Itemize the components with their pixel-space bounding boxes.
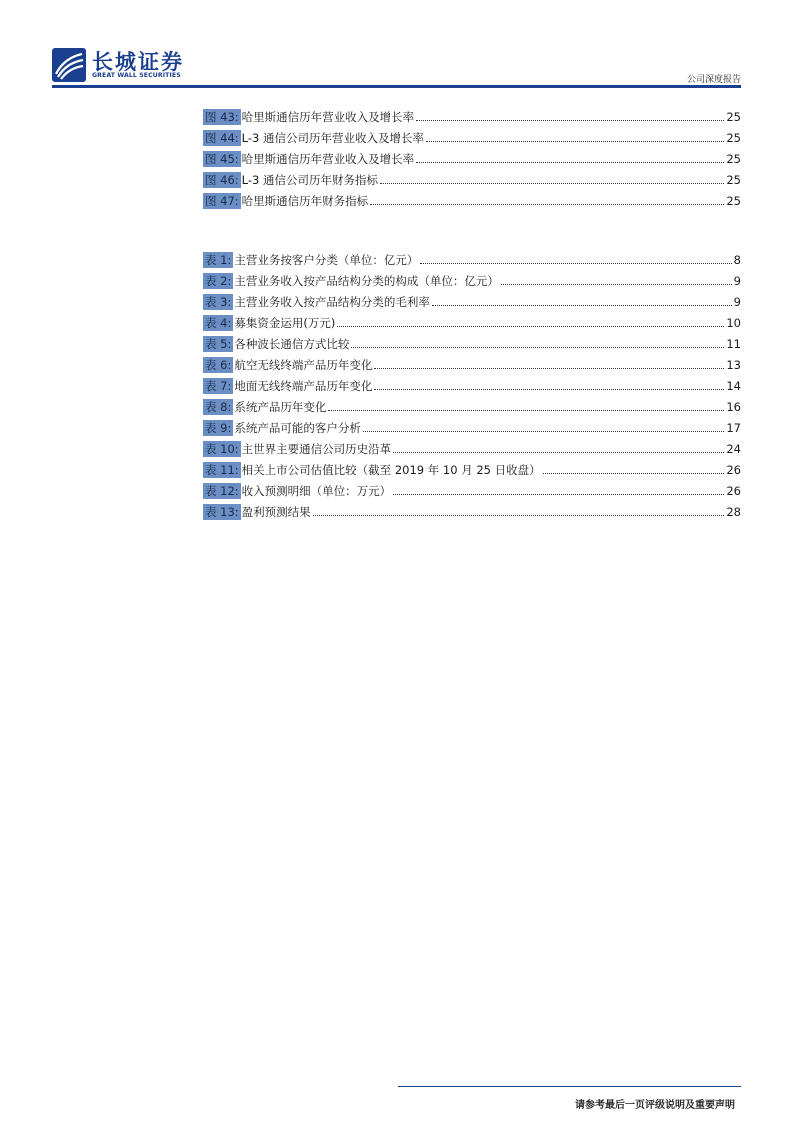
figure-title[interactable]: L-3 通信公司历年财务指标	[241, 173, 378, 187]
toc-entry-table-13[interactable]	[203, 499, 741, 520]
page-number[interactable]: 24	[726, 442, 741, 456]
table-title[interactable]: 系统产品历年变化	[234, 400, 327, 414]
table-title[interactable]: 各种波长通信方式比较	[234, 337, 350, 351]
table-number: 表 11:	[205, 463, 239, 477]
page-number[interactable]: 9	[733, 295, 741, 309]
page-number[interactable]: 26	[726, 484, 741, 498]
dot-leader	[393, 452, 724, 453]
page-number[interactable]: 17	[726, 421, 741, 435]
toc-entry-figure-46[interactable]	[203, 167, 741, 188]
table-title[interactable]: 盈利预测结果	[241, 505, 311, 519]
table-number: 表 3:	[205, 295, 232, 309]
page-number[interactable]: 11	[726, 337, 741, 351]
toc-entry-figure-44[interactable]	[203, 125, 741, 146]
page-number[interactable]: 25	[726, 194, 741, 208]
table-number: 表 12:	[205, 484, 239, 498]
table-number: 表 4:	[205, 316, 232, 330]
table-number: 表 1:	[205, 253, 232, 267]
toc-entry-table-10[interactable]	[203, 436, 741, 457]
table-title[interactable]: 系统产品可能的客户分析	[234, 421, 361, 435]
toc-entry-table-11[interactable]	[203, 457, 741, 478]
logo-chinese-name: 长城证券	[92, 50, 184, 74]
page-number[interactable]: 25	[726, 173, 741, 187]
page-number[interactable]: 25	[726, 131, 741, 145]
dot-leader	[337, 326, 724, 327]
figure-number: 图 46:	[205, 173, 239, 187]
dot-leader	[374, 389, 724, 390]
dot-leader	[374, 368, 724, 369]
dot-leader	[363, 431, 725, 432]
toc-entry-table-2[interactable]	[203, 268, 741, 289]
table-number: 表 7:	[205, 379, 232, 393]
page-number[interactable]: 28	[726, 505, 741, 519]
table-number: 表 6:	[205, 358, 232, 372]
page-number[interactable]: 25	[726, 152, 741, 166]
figure-list	[203, 104, 741, 209]
table-title[interactable]: 募集资金运用(万元)	[234, 316, 336, 330]
table-list	[203, 247, 741, 520]
page-number[interactable]: 10	[726, 316, 741, 330]
figure-title[interactable]: 哈里斯通信历年营业收入及增长率	[241, 152, 415, 166]
table-number: 表 8:	[205, 400, 232, 414]
table-title[interactable]: 主营业务收入按产品结构分类的毛利率	[234, 295, 430, 309]
dot-leader	[543, 473, 725, 474]
toc-entry-table-8[interactable]	[203, 394, 741, 415]
figure-number: 图 43:	[205, 110, 239, 124]
figure-title[interactable]: 哈里斯通信历年营业收入及增长率	[241, 110, 415, 124]
page-number[interactable]: 9	[733, 274, 741, 288]
page-number[interactable]: 26	[726, 463, 741, 477]
footer-disclaimer: 请参考最后一页评级说明及重要声明	[575, 1100, 735, 1111]
figure-number: 图 44:	[205, 131, 239, 145]
toc-entry-figure-43[interactable]	[203, 104, 741, 125]
toc-entry-table-1[interactable]	[203, 247, 741, 268]
page-number[interactable]: 14	[726, 379, 741, 393]
toc-entry-figure-47[interactable]	[203, 188, 741, 209]
table-number: 表 10:	[205, 442, 239, 456]
table-title[interactable]: 地面无线终端产品历年变化	[234, 379, 373, 393]
toc-entry-table-4[interactable]	[203, 310, 741, 331]
figure-title[interactable]: L-3 通信公司历年营业收入及增长率	[241, 131, 424, 145]
dot-leader	[380, 183, 724, 184]
footer-divider	[398, 1086, 741, 1087]
dot-leader	[328, 410, 724, 411]
table-number: 表 9:	[205, 421, 232, 435]
dot-leader	[426, 141, 724, 142]
page-number[interactable]: 25	[726, 110, 741, 124]
table-title[interactable]: 收入预测明细（单位：万元）	[241, 484, 392, 498]
toc-entry-table-9[interactable]	[203, 415, 741, 436]
dot-leader	[393, 494, 724, 495]
table-number: 表 13:	[205, 505, 239, 519]
dot-leader	[432, 305, 732, 306]
dot-leader	[501, 284, 732, 285]
company-logo	[52, 44, 192, 84]
toc-entry-table-6[interactable]	[203, 352, 741, 373]
page-number[interactable]: 16	[726, 400, 741, 414]
report-type-label: 公司深度报告	[686, 75, 741, 85]
dot-leader	[416, 120, 724, 121]
dot-leader	[420, 263, 731, 264]
table-number: 表 5:	[205, 337, 232, 351]
figure-number: 图 47:	[205, 194, 239, 208]
figure-number: 图 45:	[205, 152, 239, 166]
toc-entry-table-12[interactable]	[203, 478, 741, 499]
great-wall-logo-icon	[52, 48, 86, 82]
page-number[interactable]: 13	[726, 358, 741, 372]
table-title[interactable]: 主营业务按客户分类（单位：亿元）	[234, 253, 419, 267]
table-title[interactable]: 主世界主要通信公司历史沿革	[241, 442, 392, 456]
table-title[interactable]: 相关上市公司估值比较（截至 2019 年 10 月 25 日收盘）	[241, 463, 541, 477]
table-title[interactable]: 主营业务收入按产品结构分类的构成（单位：亿元）	[234, 274, 499, 288]
dot-leader	[416, 162, 724, 163]
toc-entry-figure-45[interactable]	[203, 146, 741, 167]
toc-entry-table-7[interactable]	[203, 373, 741, 394]
table-title[interactable]: 航空无线终端产品历年变化	[234, 358, 373, 372]
dot-leader	[370, 204, 724, 205]
header-divider	[52, 85, 741, 88]
dot-leader	[313, 515, 725, 516]
toc-entry-table-3[interactable]	[203, 289, 741, 310]
toc-entry-table-5[interactable]	[203, 331, 741, 352]
figure-title[interactable]: 哈里斯通信历年财务指标	[241, 194, 369, 208]
page-number[interactable]: 8	[733, 253, 741, 267]
dot-leader	[351, 347, 724, 348]
logo-english-name: GREAT WALL SECURITIES	[92, 72, 181, 79]
table-number: 表 2:	[205, 274, 232, 288]
